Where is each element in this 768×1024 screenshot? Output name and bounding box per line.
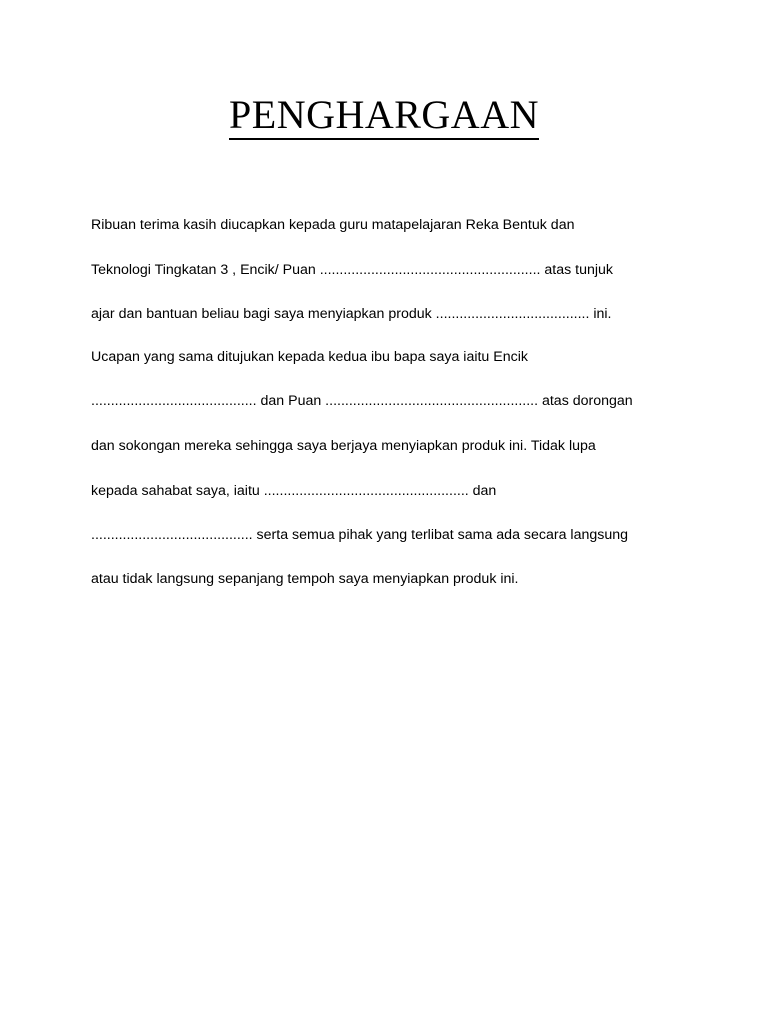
paragraph-line-8: ......................................... serta semua pihak yang terlibat sama ada secara langsung [91,527,629,543]
page-title: PENGHARGAAN [229,92,539,140]
paragraph-line-7: kepada sahabat saya, iaitu .................................................... dan [91,483,497,499]
paragraph-line-6: dan sokongan mereka sehingga saya berjaya menyiapkan produk ini. Tidak lupa [91,438,596,454]
page-title-wrapper [0,92,768,138]
paragraph-line-9: atau tidak langsung sepanjang tempoh saya menyiapkan produk ini. [91,571,519,587]
paragraph-line-1: Ribuan terima kasih diucapkan kepada guru matapelajaran Reka Bentuk dan [91,217,575,233]
paragraph-line-3: ajar dan bantuan beliau bagi saya menyiapkan produk ....................................... ini. [91,306,612,322]
paragraph-line-4: Ucapan yang sama ditujukan kepada kedua ibu bapa saya iaitu Encik [91,349,528,365]
paragraph-line-2: Teknologi Tingkatan 3 , Encik/ Puan ........................................................ atas tunjuk [91,262,614,278]
paragraph-line-5: .......................................... dan Puan ...................................................... atas dorongan [91,393,633,409]
